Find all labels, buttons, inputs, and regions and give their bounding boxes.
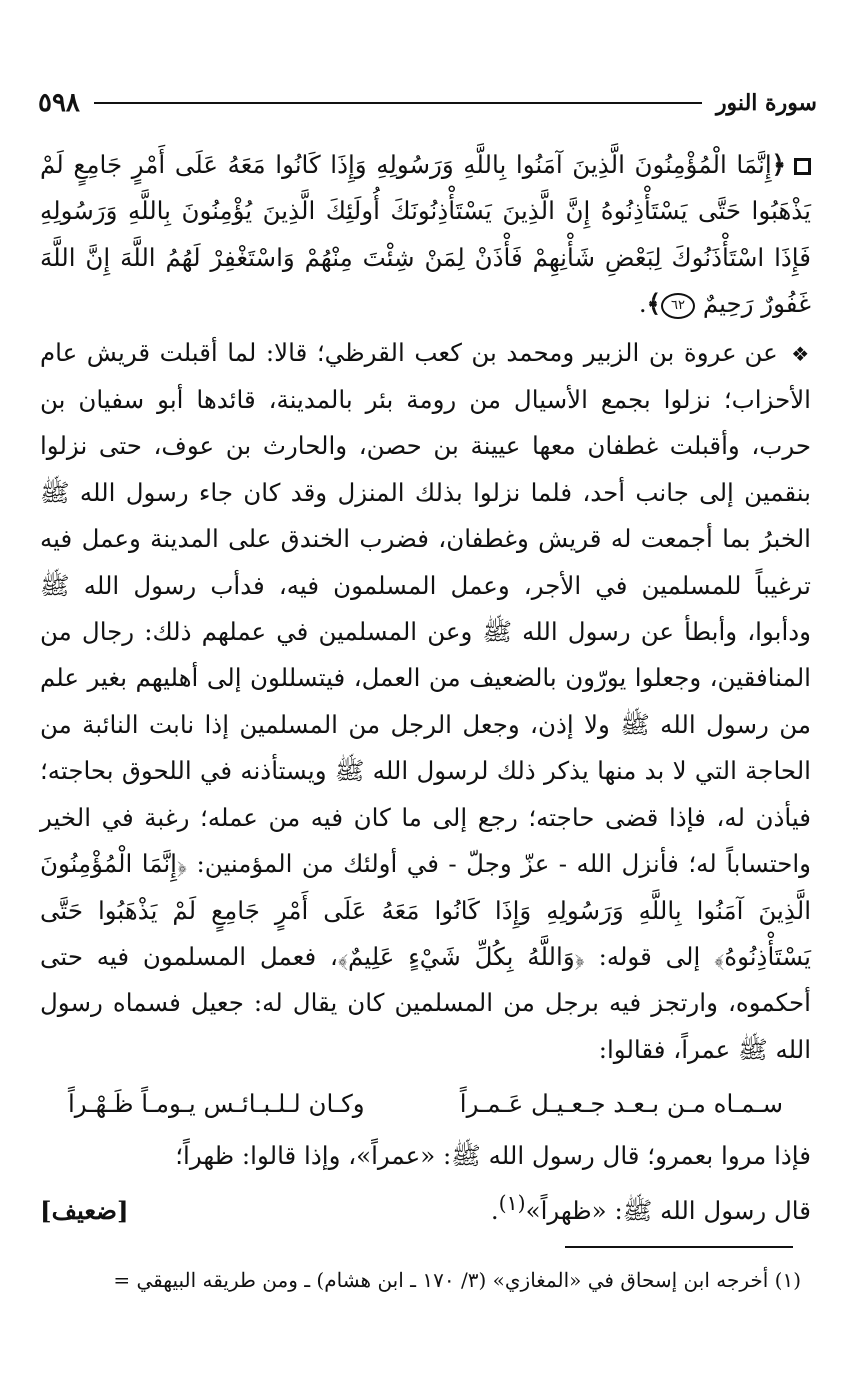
- footnote-rule: [565, 1246, 793, 1248]
- header-rule: [94, 102, 702, 104]
- page-header: [38, 86, 817, 120]
- diamond-bullet-icon: ❖: [791, 341, 811, 366]
- closing-line-2-text: قال رسول الله ﷺ: «ظهراً»: [525, 1195, 811, 1225]
- footnote-reference: (١): [498, 1190, 526, 1215]
- poetry-verse: [40, 1073, 811, 1133]
- page-number: ٥٩٨: [38, 88, 80, 118]
- hadith-grade: [ضعيف]: [40, 1195, 129, 1225]
- narration-text: عن عروة بن الزبير ومحمد بن كعب القرظي؛ قالا: لما أقبلت قريش عام الأحزاب؛ نزلوا بجمع الأسيال من رومة بئر بالمدينة، قائدها أبو سفيان بن حرب، وأقبلت غطفان معها عيينة بن حصن، والحارث بن عوف، حتى نزلوا بنقمين إلى جانب أحد، فلما نزلوا بذلك المنزل وقد كان جاء رسول الله ﷺ الخبرُ بما أجمعت له قريش وغطفان، فضرب الخندق على المدينة وعمل فيه ترغيباً للمسلمين في الأجر، وعمل المسلمون فيه، فدأب رسول الله ﷺ ودأبوا، وأبطأ عن رسول الله ﷺ وعن المسلمين في عملهم ذلك: رجال من المنافقين، وجعلوا يورّون بالضعيف من العمل، فيتسللون إلى أهليهم بغير علم من رسول الله ﷺ ولا إذن، وجعل الرجل من المسلمين إذا نابت النائبة من الحاجة التي لا بد منها يذكر ذلك لرسول الله ﷺ ويستأذنه في اللحوق بحاجته؛ فيأذن له، فإذا قضى حاجته؛ رجع إلى ما كان فيه من عمله؛ رغبة في الخير واحتساباً له؛ فأنزل الله - عزّ وجلّ - في أولئك من المؤمنين: ﴿إِنَّمَا الْمُؤْمِنُونَ الَّذِينَ آمَنُوا بِاللَّهِ وَرَسُولِهِ وَإِذَا كَانُوا مَعَهُ عَلَى أَمْرٍ جَامِعٍ لَمْ يَذْهَبُوا حَتَّى يَسْتَأْذِنُوهُ﴾ إلى قوله: ﴿وَاللَّهُ بِكُلِّ شَيْءٍ عَلِيمٌ﴾، فعمل المسلمون فيه حتى أحكموه، وارتجز فيه برجل من المسلمين كان يقال له: جعيل فسماه رسول الله ﷺ عمراً، فقالوا:: [40, 337, 811, 1064]
- square-bullet-icon: [794, 158, 811, 175]
- verse-open-bracket: ﴿: [771, 150, 786, 179]
- poetry-second-hemistich: وكـان لـلـبـائـس يـومـاً ظَـهْـراً: [68, 1089, 365, 1119]
- closing-line-2: [40, 1180, 811, 1235]
- page-body: [40, 142, 811, 1234]
- verse-text: إِنَّمَا الْمُؤْمِنُونَ الَّذِينَ آمَنُوا بِاللَّهِ وَرَسُولِهِ وَإِذَا كَانُوا مَعَهُ عَلَى أَمْرٍ جَامِعٍ لَمْ يَذْهَبُوا حَتَّى يَسْتَأْذِنُوهُ إِنَّ الَّذِينَ يَسْتَأْذِنُونَكَ أُولَئِكَ الَّذِينَ يُؤْمِنُونَ بِاللَّهِ وَرَسُولِهِ فَإِذَا اسْتَأْذَنُوكَ لِبَعْضِ شَأْنِهِمْ فَأْذَنْ لِمَنْ شِئْتَ مِنْهُمْ وَاسْتَغْفِرْ لَهُمُ اللَّهَ إِنَّ اللَّهَ غَفُورٌ رَحِيمٌ: [40, 150, 811, 319]
- closing-text: [491, 1180, 811, 1235]
- closing-line-1: فإذا مروا بعمرو؛ قال رسول الله ﷺ: «عمراً»، وإذا قالوا: ظهراً؛: [175, 1141, 811, 1171]
- quran-verse-block: [40, 142, 811, 328]
- narration-paragraph: [40, 330, 811, 1074]
- closing-end-dot: .: [490, 1195, 499, 1225]
- verse-close-bracket: ﴾: [646, 289, 662, 319]
- poetry-first-hemistich: سـمـاه مـن بـعـد جـعـيـل عَـمـراً: [459, 1089, 783, 1119]
- verse-trailing-dot: .: [638, 289, 647, 319]
- surah-title: سورة النور: [715, 90, 817, 116]
- ayah-number-marker: ٦٢: [661, 293, 695, 319]
- footnote: (١) أخرجه ابن إسحاق في «المغازي» (٣/ ١٧٠ ـ ابن هشام) ـ ومن طريقه البيهقي =: [113, 1268, 801, 1292]
